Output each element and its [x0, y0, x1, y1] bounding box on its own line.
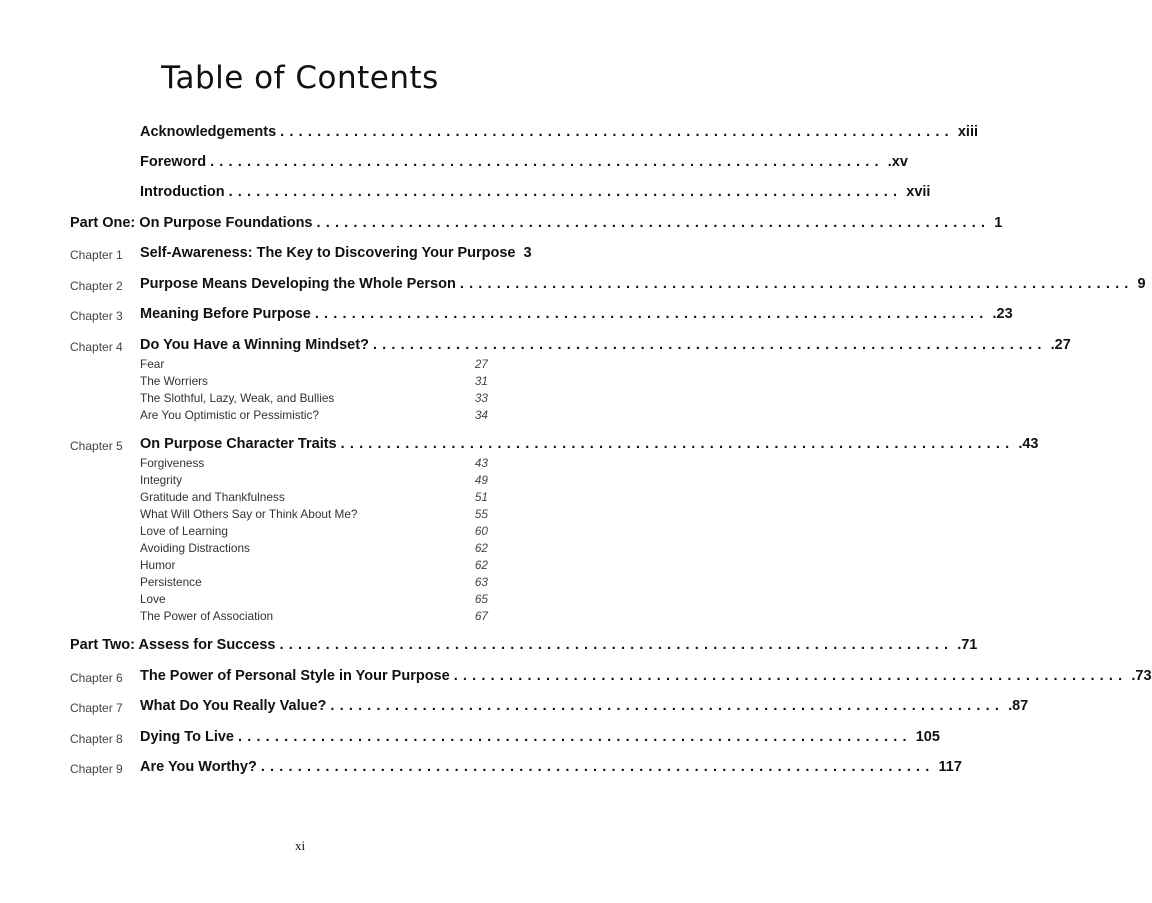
chapter-label: Chapter 4 [70, 340, 123, 354]
toc-subentry[interactable] [140, 473, 488, 490]
dot-leader: ......................................................................... [316, 215, 991, 231]
toc-subentry[interactable] [140, 357, 488, 374]
chapter-label: Chapter 3 [70, 309, 123, 323]
entry-page: xvii [906, 184, 931, 200]
subentry-page: 55 [474, 507, 488, 521]
entry-title: On Purpose Character Traits [140, 436, 337, 452]
chapter-label: Chapter 5 [70, 439, 123, 453]
chapter-label: Chapter 6 [70, 671, 123, 685]
toc-entry-chapter-5[interactable] [70, 436, 1039, 458]
toc-entry-chapter-4[interactable] [70, 337, 1071, 359]
subentry-title: What Will Others Say or Think About Me? [140, 507, 358, 521]
subentry-page: 63 [474, 575, 488, 589]
dot-leader: ......................................................................... [280, 124, 954, 140]
dot-leader: ......................................................................... [314, 306, 989, 322]
toc-subentry[interactable] [140, 558, 488, 575]
entry-page: .73 [1131, 668, 1152, 684]
entry-title: Are You Worthy? [140, 759, 257, 775]
dot-leader: ......................................................................... [340, 436, 1015, 452]
toc-entry-foreword[interactable] [140, 154, 908, 176]
dot-leader: ......................................................................... [260, 759, 935, 775]
page-number: xi [294, 838, 306, 853]
entry-page: 9 [1137, 276, 1146, 292]
toc-entry-chapter-9[interactable] [70, 759, 962, 781]
subentry-page: 43 [474, 456, 488, 470]
subentry-title: Love [140, 592, 166, 606]
dot-leader: ......................................................................... [453, 668, 1128, 684]
subentry-page: 60 [474, 524, 488, 538]
entry-title: What Do You Really Value? [140, 698, 327, 714]
subentry-title: Are You Optimistic or Pessimistic? [140, 408, 319, 422]
toc-subentry[interactable] [140, 391, 488, 408]
dot-leader: ......................................................................... [372, 337, 1047, 353]
subentry-title: Persistence [140, 575, 202, 589]
chapter-label: Chapter 8 [70, 732, 123, 746]
entry-page: 3 [523, 245, 532, 261]
subentry-title: The Power of Association [140, 609, 274, 623]
chapter-label: Chapter 2 [70, 279, 123, 293]
chapter-label: Chapter 7 [70, 701, 123, 715]
entry-title: The Power of Personal Style in Your Purpose [140, 668, 450, 684]
toc-subentry[interactable] [140, 609, 488, 626]
entry-page: 1 [994, 215, 1003, 231]
toc-entry-chapter-7[interactable] [70, 698, 1029, 720]
toc-subentry[interactable] [140, 524, 488, 541]
dot-leader: ......................................................................... [238, 729, 912, 745]
subentry-page: 34 [474, 408, 488, 422]
subentry-page: 49 [474, 473, 488, 487]
subentry-title: Humor [140, 558, 176, 572]
dot-leader: ......................................................................... [228, 184, 903, 200]
subentry-title: The Worriers [140, 374, 208, 388]
entry-page: xiii [957, 124, 979, 140]
entry-page: .87 [1008, 698, 1029, 714]
toc-subentry[interactable] [140, 541, 488, 558]
entry-page: 105 [915, 729, 940, 745]
toc-entry-chapter-8[interactable] [70, 729, 940, 751]
subentry-title: Fear [140, 357, 165, 371]
subentry-page: 31 [474, 374, 488, 388]
toc-entry-part-one[interactable] [70, 215, 1003, 237]
toc-entry-introduction[interactable] [140, 184, 931, 206]
subentry-page: 67 [474, 609, 488, 623]
subentry-title: Integrity [140, 473, 182, 487]
subentry-page: 62 [474, 558, 488, 572]
subentry-page: 65 [474, 592, 488, 606]
subentry-page: 27 [474, 357, 488, 371]
entry-page: .23 [992, 306, 1013, 322]
toc-subentry[interactable] [140, 592, 488, 609]
subentry-title: Avoiding Distractions [140, 541, 250, 555]
toc-entry-part-two[interactable] [70, 637, 978, 659]
subentry-title: Love of Learning [140, 524, 228, 538]
toc-entry-chapter-6[interactable] [70, 668, 1152, 690]
dot-leader: ......................................................................... [330, 698, 1005, 714]
toc-subentry[interactable] [140, 374, 488, 391]
entry-title: Meaning Before Purpose [140, 306, 311, 322]
entry-page: .27 [1050, 337, 1071, 353]
entry-title: Dying To Live [140, 729, 234, 745]
toc-subentry[interactable] [140, 575, 488, 592]
entry-title: Introduction [140, 184, 225, 200]
entry-page: .43 [1018, 436, 1039, 452]
entry-page: .xv [887, 154, 908, 170]
chapter-label: Chapter 9 [70, 762, 123, 776]
subentry-page: 33 [474, 391, 488, 405]
toc-entry-chapter-1[interactable] [70, 245, 532, 267]
toc-entry-chapter-2[interactable] [70, 276, 1146, 298]
chapter-label: Chapter 1 [70, 248, 123, 262]
dot-leader: ......................................................................... [279, 637, 954, 653]
toc-subentry[interactable] [140, 490, 488, 507]
subentry-title: The Slothful, Lazy, Weak, and Bullies [140, 391, 335, 405]
entry-title: Foreword [140, 154, 207, 170]
subentry-title: Gratitude and Thankfulness [140, 490, 285, 504]
entry-title: Purpose Means Developing the Whole Person [140, 276, 456, 292]
dot-leader: ......................................................................... [210, 154, 884, 170]
toc-subentry[interactable] [140, 408, 488, 425]
toc-entry-acknowledgements[interactable] [140, 124, 979, 146]
entry-page: .71 [957, 637, 978, 653]
entry-title: Self-Awareness: The Key to Discovering Your Purpose [140, 245, 516, 261]
page-title: Table of Contents [161, 60, 439, 96]
toc-subentry[interactable] [140, 456, 488, 473]
toc-subentry[interactable] [140, 507, 488, 524]
entry-title: Do You Have a Winning Mindset? [140, 337, 369, 353]
subentry-title: Forgiveness [140, 456, 205, 470]
dot-leader: ......................................................................... [459, 276, 1134, 292]
entry-page: 117 [938, 759, 962, 775]
subentry-page: 51 [474, 490, 488, 504]
toc-entry-chapter-3[interactable] [70, 306, 1013, 328]
entry-title: Part One: On Purpose Foundations [70, 215, 313, 231]
entry-title: Part Two: Assess for Success [70, 637, 276, 653]
entry-title: Acknowledgements [140, 124, 277, 140]
subentry-page: 62 [474, 541, 488, 555]
